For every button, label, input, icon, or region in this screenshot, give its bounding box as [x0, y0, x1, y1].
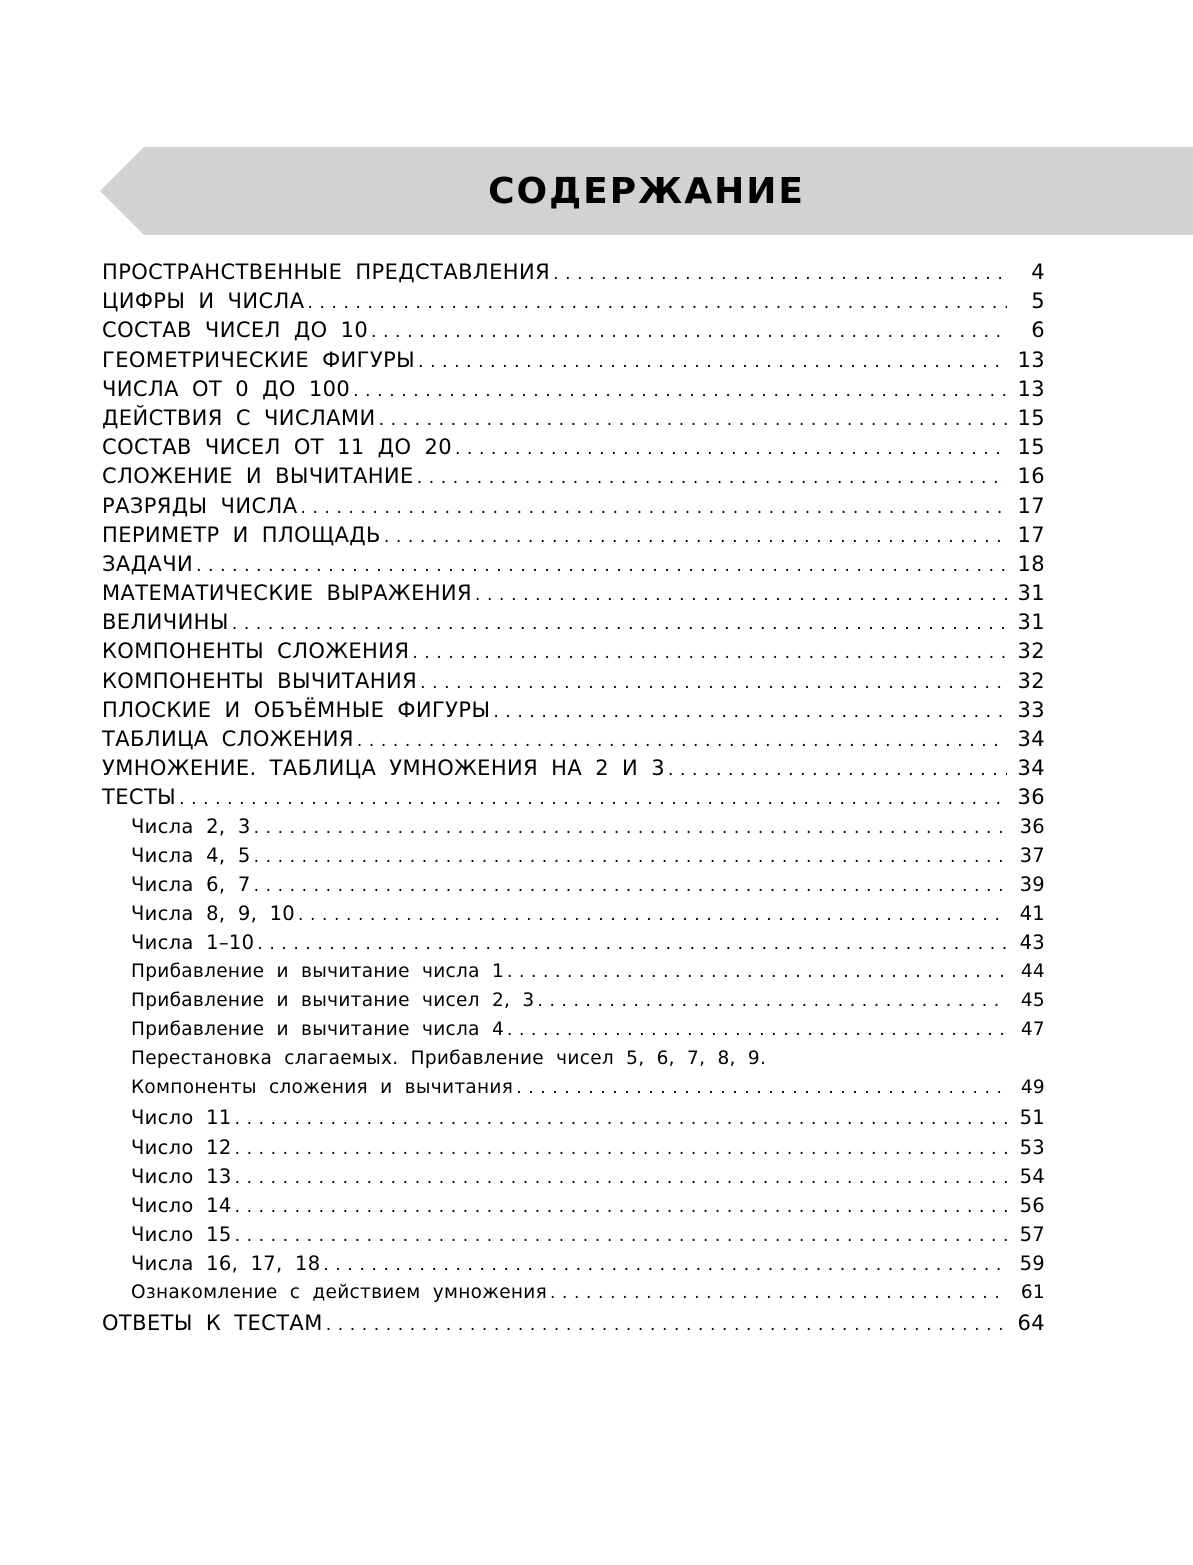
toc-entry-label: КОМПОНЕНТЫ СЛОЖЕНИЯ: [102, 639, 410, 664]
toc-entry-label: ТАБЛИЦА СЛОЖЕНИЯ: [102, 727, 354, 751]
toc-entry-label: УМНОЖЕНИЕ. ТАБЛИЦА УМНОЖЕНИЯ НА 2 И 3: [102, 756, 665, 781]
toc-subentry: [102, 844, 1045, 873]
toc-entry: [102, 756, 1045, 785]
toc-entry-page: 13: [1017, 347, 1045, 372]
toc-entry: [102, 552, 1045, 581]
toc-entry-label: СОСТАВ ЧИСЕЛ ДО 10: [102, 318, 369, 343]
toc-entry-page: 5: [1031, 289, 1045, 314]
leader-dots: [516, 1078, 1007, 1098]
toc-entry-label: ДЕЙСТВИЯ С ЧИСЛАМИ: [102, 405, 376, 430]
page-title: СОДЕРЖАНИЕ: [488, 170, 805, 212]
toc-entry-label: СОСТАВ ЧИСЕЛ ОТ 11 ДО 20: [102, 435, 452, 460]
leader-dots: [326, 1315, 1007, 1335]
toc-entry-page: 56: [1019, 1194, 1045, 1217]
leader-dots: [507, 962, 1007, 982]
leader-dots: [307, 293, 1007, 313]
leader-dots: [668, 760, 1007, 780]
toc-entry: [102, 523, 1045, 552]
toc-entry-page: 44: [1020, 960, 1045, 982]
toc-subentry: [102, 961, 1045, 990]
toc-entry-label: Числа 6, 7: [131, 872, 251, 896]
leader-dots: [254, 847, 1007, 867]
leader-dots: [412, 643, 1007, 663]
toc-entry: [102, 377, 1045, 406]
leader-dots: [418, 352, 1007, 372]
toc-entry: [102, 435, 1045, 464]
toc-subentry: [102, 1077, 1045, 1106]
toc-entry-label: ЦИФРЫ И ЧИСЛА: [102, 289, 305, 314]
leader-dots: [254, 818, 1007, 838]
toc-entry-page: 57: [1019, 1223, 1045, 1247]
leader-dots: [257, 934, 1007, 954]
toc-subentry: [102, 1223, 1045, 1252]
toc-entry-label: Число 15: [131, 1223, 232, 1247]
leader-dots: [298, 905, 1007, 925]
toc-entry-label: Перестановка слагаемых. Прибавление чисел 5, 6, 7, 8, 9.: [131, 1048, 767, 1070]
table-of-contents: [102, 260, 1045, 1340]
toc-entry: [102, 581, 1045, 610]
toc-entry: [102, 698, 1045, 727]
leader-dots: [420, 673, 1007, 693]
toc-entry: [102, 494, 1045, 523]
toc-entry-page: 32: [1017, 639, 1045, 664]
toc-entry-page: 53: [1019, 1135, 1045, 1159]
leader-dots: [417, 468, 1007, 488]
toc-entry-label: Числа 2, 3: [131, 814, 251, 838]
toc-entry-label: МАТЕМАТИЧЕСКИЕ ВЫРАЖЕНИЯ: [102, 581, 473, 606]
leader-dots: [455, 439, 1007, 459]
toc-entry-page: 34: [1017, 756, 1045, 781]
leader-dots: [235, 1197, 1007, 1217]
toc-entry-label: Ознакомление с действием умножения: [131, 1281, 548, 1303]
leader-dots: [538, 991, 1008, 1011]
toc-entry-label: Число 11: [131, 1106, 232, 1130]
toc-subentry: [102, 1252, 1045, 1281]
leader-dots: [300, 498, 1007, 518]
leader-dots: [235, 1139, 1007, 1159]
toc-entry-label: Число 13: [131, 1164, 232, 1188]
toc-entry-page: 13: [1017, 376, 1045, 401]
toc-entry-page: 36: [1019, 814, 1045, 838]
toc-entry: [102, 669, 1045, 698]
toc-entry-page: 17: [1017, 522, 1045, 547]
toc-entry-label: КОМПОНЕНТЫ ВЫЧИТАНИЯ: [102, 668, 418, 693]
toc-entry: [102, 639, 1045, 668]
toc-entry-page: 15: [1017, 435, 1045, 460]
toc-entry-page: 18: [1017, 551, 1045, 576]
toc-entry: [102, 348, 1045, 377]
leader-dots: [475, 585, 1007, 605]
toc-entry-page: 31: [1017, 581, 1045, 606]
toc-entry-page: 36: [1017, 785, 1045, 810]
toc-entry-page: 45: [1020, 989, 1045, 1011]
leader-dots: [196, 556, 1007, 576]
leader-dots: [507, 1020, 1007, 1040]
toc-subentry: [102, 873, 1045, 902]
leader-dots: [384, 527, 1007, 547]
toc-entry-page: 17: [1017, 493, 1045, 518]
toc-subentry: [102, 1019, 1045, 1048]
leader-dots: [353, 381, 1007, 401]
toc-entry-label: ПРОСТРАНСТВЕННЫЕ ПРЕДСТАВЛЕНИЯ: [102, 260, 551, 284]
toc-entry-page: 6: [1031, 318, 1045, 343]
toc-entry-page: 59: [1019, 1252, 1045, 1276]
toc-entry: [102, 1311, 1045, 1340]
toc-subentry: [102, 1106, 1045, 1135]
toc-entry-page: 49: [1020, 1077, 1045, 1099]
toc-entry-label: Число 14: [131, 1194, 232, 1217]
toc-subentry: [102, 931, 1045, 960]
toc-entry-page: 51: [1019, 1106, 1045, 1130]
toc-subentry: [102, 815, 1045, 844]
toc-entry: [102, 260, 1045, 289]
leader-dots: [323, 1255, 1007, 1275]
toc-entry-page: 54: [1019, 1164, 1045, 1188]
toc-entry-page: 31: [1017, 610, 1045, 635]
leader-dots: [550, 1283, 1007, 1303]
toc-subentry: [102, 1282, 1045, 1311]
leader-dots: [235, 1168, 1007, 1188]
toc-entry-page: 15: [1017, 405, 1045, 430]
toc-entry-label: Прибавление и вычитание числа 4: [131, 1018, 505, 1040]
toc-entry-label: Компоненты сложения и вычитания: [131, 1077, 514, 1099]
toc-subentry: [102, 1165, 1045, 1194]
leader-dots: [357, 731, 1007, 751]
toc-entry-label: Прибавление и вычитание чисел 2, 3: [131, 989, 535, 1011]
toc-entry-label: ГЕОМЕТРИЧЕСКИЕ ФИГУРЫ: [102, 347, 416, 372]
toc-entry-page: 41: [1019, 902, 1045, 926]
leader-dots: [235, 1226, 1007, 1246]
leader-dots: [235, 1109, 1007, 1129]
toc-entry-page: 4: [1031, 260, 1045, 284]
toc-entry-page: 47: [1020, 1018, 1045, 1040]
leader-dots: [493, 702, 1007, 722]
toc-entry-page: 33: [1017, 697, 1045, 722]
toc-entry-label: ПЛОСКИЕ И ОБЪЁМНЫЕ ФИГУРЫ: [102, 697, 491, 722]
toc-entry: [102, 610, 1045, 639]
toc-entry: [102, 785, 1045, 814]
toc-subentry: [102, 1194, 1045, 1223]
toc-entry: [102, 727, 1045, 756]
toc-subentry: [102, 990, 1045, 1019]
toc-entry-label: Прибавление и вычитание числа 1: [131, 960, 505, 982]
toc-subentry-wrapped: [102, 1048, 1045, 1077]
toc-entry-label: РАЗРЯДЫ ЧИСЛА: [102, 493, 298, 518]
toc-entry-page: 37: [1019, 843, 1045, 867]
leader-dots: [254, 876, 1007, 896]
toc-entry-label: СЛОЖЕНИЕ И ВЫЧИТАНИЕ: [102, 464, 414, 489]
leader-dots: [379, 410, 1007, 430]
toc-entry-label: ОТВЕТЫ К ТЕСТАМ: [102, 1310, 323, 1335]
toc-entry-label: Числа 8, 9, 10: [131, 902, 295, 926]
toc-entry: [102, 318, 1045, 347]
leader-dots: [371, 322, 1007, 342]
toc-entry-label: ТЕСТЫ: [102, 785, 177, 810]
toc-entry: [102, 406, 1045, 435]
toc-entry-page: 61: [1020, 1281, 1045, 1303]
toc-entry-label: Число 12: [131, 1135, 232, 1159]
toc-entry-label: ЗАДАЧИ: [102, 551, 194, 576]
toc-entry-page: 32: [1017, 668, 1045, 693]
toc-entry-label: Числа 4, 5: [131, 843, 251, 867]
toc-subentry: [102, 1136, 1045, 1165]
toc-entry-page: 43: [1019, 931, 1045, 955]
toc-entry-page: 64: [1017, 1310, 1045, 1335]
leader-dots: [232, 614, 1007, 634]
toc-subentry: [102, 902, 1045, 931]
toc-entry-page: 34: [1017, 727, 1045, 751]
toc-entry-label: Числа 16, 17, 18: [131, 1252, 321, 1276]
toc-entry-page: 16: [1017, 464, 1045, 489]
toc-entry-label: Числа 1–10: [131, 931, 255, 955]
toc-entry-label: ПЕРИМЕТР И ПЛОЩАДЬ: [102, 522, 381, 547]
toc-entry-label: ЧИСЛА ОТ 0 ДО 100: [102, 376, 351, 401]
leader-dots: [553, 264, 1007, 284]
leader-dots: [179, 789, 1007, 809]
toc-entry: [102, 464, 1045, 493]
toc-entry-page: 39: [1019, 872, 1045, 896]
toc-entry: [102, 289, 1045, 318]
toc-entry-label: ВЕЛИЧИНЫ: [102, 610, 229, 635]
